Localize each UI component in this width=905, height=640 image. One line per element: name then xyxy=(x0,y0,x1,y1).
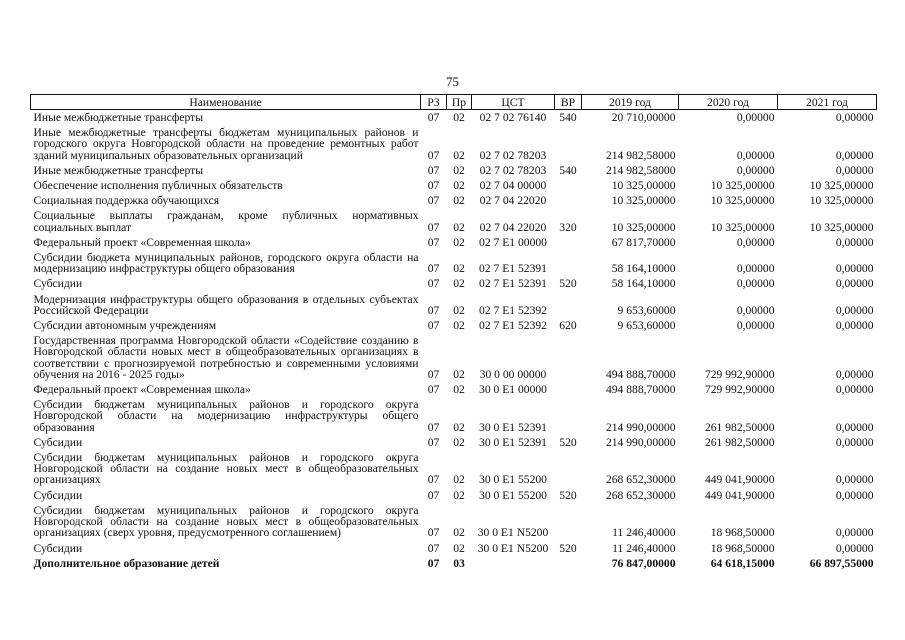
row-name: Иные межбюджетные трансферты бюджетам муниципальных районов и городского округа Новгородской области на проведение ремонтных работ зданий муниципальных образовательных организаций xyxy=(33,126,419,162)
row-amount-2020: 0,00000 xyxy=(736,277,775,291)
row-cst: 30 0 E1 52391 xyxy=(479,435,547,449)
row-rz: 07 xyxy=(427,179,440,193)
row-amount-2020: 0,00000 xyxy=(736,111,775,124)
row-name: Субсидии бюджетам муниципальных районов и городского округа Новгородской области на модернизацию инфраструктуры общего образования xyxy=(33,398,419,434)
row-pr: 02 xyxy=(453,179,465,193)
row-amount-2021: 10 325,00000 xyxy=(809,220,874,234)
row-amount-2020: 10 325,00000 xyxy=(710,179,775,193)
row-amount-2021: 0,00000 xyxy=(835,488,874,502)
row-vr xyxy=(555,556,582,571)
row-amount-2021: 0,00000 xyxy=(835,473,874,487)
row-amount-2021: 10 325,00000 xyxy=(809,179,874,193)
row-amount-2019: 268 652,30000 xyxy=(605,488,676,502)
table-row xyxy=(31,125,877,163)
row-rz: 07 xyxy=(427,277,440,291)
row-cst: 02 7 E1 52391 xyxy=(479,262,547,276)
row-amount-2020: 261 982,50000 xyxy=(704,420,775,434)
row-amount-2019: 214 982,58000 xyxy=(605,163,676,177)
row-cst: 30 0 E1 55200 xyxy=(479,488,547,502)
row-amount-2021: 0,00000 xyxy=(835,383,874,397)
row-rz: 07 xyxy=(427,163,440,177)
row-vr xyxy=(555,503,582,541)
row-amount-2019: 67 817,70000 xyxy=(611,235,676,249)
row-cst: 02 7 E1 52391 xyxy=(479,277,547,291)
row-cst: 02 7 02 76140 xyxy=(479,111,547,124)
row-pr: 02 xyxy=(453,111,465,124)
row-amount-2020: 0,00000 xyxy=(736,319,775,333)
row-amount-2019: 58 164,10000 xyxy=(611,262,676,276)
row-vr: 520 xyxy=(559,277,577,291)
row-amount-2020: 0,00000 xyxy=(736,235,775,249)
table-row xyxy=(31,250,877,276)
row-amount-2021: 0,00000 xyxy=(835,541,874,555)
row-amount-2020: 261 982,50000 xyxy=(704,435,775,449)
row-amount-2021: 0,00000 xyxy=(835,235,874,249)
row-amount-2019: 11 246,40000 xyxy=(612,541,676,555)
row-rz: 07 xyxy=(427,556,440,570)
row-vr xyxy=(555,333,582,382)
row-pr: 02 xyxy=(453,541,465,555)
row-name: Субсидии xyxy=(33,277,83,291)
row-rz: 07 xyxy=(427,111,440,124)
row-rz: 07 xyxy=(427,319,440,333)
row-amount-2021: 0,00000 xyxy=(835,435,874,449)
row-amount-2019: 10 325,00000 xyxy=(611,179,676,193)
table-row xyxy=(31,276,877,291)
row-pr: 02 xyxy=(453,277,465,291)
column-header-cst: ЦСТ xyxy=(472,95,555,110)
row-pr: 02 xyxy=(453,163,465,177)
row-amount-2019: 58 164,10000 xyxy=(611,277,676,291)
row-pr: 02 xyxy=(453,488,465,502)
row-amount-2019: 214 990,00000 xyxy=(605,420,676,434)
row-pr: 02 xyxy=(453,235,465,249)
row-rz: 07 xyxy=(427,303,440,317)
row-amount-2019: 494 888,70000 xyxy=(605,383,676,397)
row-name: Субсидии автономным учреждениям xyxy=(33,319,217,333)
column-header-2021: 2021 год xyxy=(778,95,877,110)
row-vr xyxy=(555,250,582,276)
row-amount-2019: 9 653,60000 xyxy=(617,303,676,317)
row-amount-2019: 214 982,58000 xyxy=(605,148,676,162)
row-pr: 02 xyxy=(453,367,465,381)
row-cst: 02 7 E1 52392 xyxy=(479,319,547,333)
table-body xyxy=(31,110,877,571)
row-amount-2019: 20 710,00000 xyxy=(611,111,676,124)
row-amount-2019: 268 652,30000 xyxy=(605,473,676,487)
row-amount-2019: 10 325,00000 xyxy=(611,194,676,208)
row-name: Субсидии xyxy=(33,541,83,555)
row-amount-2020: 449 041,90000 xyxy=(704,473,775,487)
row-rz: 07 xyxy=(427,420,440,434)
row-vr xyxy=(555,292,582,318)
row-cst: 02 7 E1 52392 xyxy=(479,303,547,317)
row-vr xyxy=(555,450,582,488)
row-amount-2021: 66 897,55000 xyxy=(809,556,874,570)
table-row xyxy=(31,382,877,397)
row-pr: 02 xyxy=(453,435,465,449)
row-pr: 02 xyxy=(453,303,465,317)
row-vr xyxy=(555,125,582,163)
row-pr: 02 xyxy=(453,526,465,540)
row-cst: 30 0 E1 55200 xyxy=(479,473,547,487)
page-number: 75 xyxy=(446,74,459,89)
table-row xyxy=(31,235,877,250)
row-pr: 02 xyxy=(453,420,465,434)
row-name: Государственная программа Новгородской области «Содействие созданию в Новгородской области новых мест в общеобразовательных организациях в соответствии с прогнозируемой потребностью и современными условиями обучения на 2016 - 2025 годы» xyxy=(33,334,419,381)
row-cst: 30 0 00 00000 xyxy=(479,367,547,381)
row-amount-2021: 0,00000 xyxy=(835,526,874,540)
row-name: Федеральный проект «Современная школа» xyxy=(33,235,251,249)
budget-table xyxy=(30,94,877,571)
row-vr: 540 xyxy=(559,111,577,124)
row-name: Социальные выплаты гражданам, кроме публичных нормативных социальных выплат xyxy=(33,209,419,234)
row-name: Субсидии бюджета муниципальных районов, городского округа области на модернизацию инфраструктуры общего образования xyxy=(33,251,419,276)
table-row xyxy=(31,556,877,571)
row-name: Социальная поддержка обучающихся xyxy=(33,194,220,208)
table-row xyxy=(31,193,877,208)
row-rz: 07 xyxy=(427,235,440,249)
table-row xyxy=(31,163,877,178)
row-vr xyxy=(555,235,582,250)
row-rz: 07 xyxy=(427,526,440,540)
row-vr xyxy=(555,397,582,435)
row-amount-2019: 11 246,40000 xyxy=(612,526,676,540)
table-row xyxy=(31,488,877,503)
row-pr: 02 xyxy=(453,220,465,234)
column-header-rz: РЗ xyxy=(421,95,447,110)
row-rz: 07 xyxy=(427,194,440,208)
row-pr: 02 xyxy=(453,319,465,333)
row-pr: 03 xyxy=(453,556,465,570)
row-amount-2020: 0,00000 xyxy=(736,262,775,276)
column-header-name: Наименование xyxy=(31,95,421,110)
row-rz: 07 xyxy=(427,383,440,397)
row-vr: 520 xyxy=(559,541,577,555)
row-cst: 30 0 E1 N5200 xyxy=(477,526,549,540)
column-header-2019: 2019 год xyxy=(582,95,679,110)
row-amount-2021: 0,00000 xyxy=(835,303,874,317)
table-row xyxy=(31,435,877,450)
column-header-2020: 2020 год xyxy=(679,95,778,110)
row-name: Федеральный проект «Современная школа» xyxy=(33,383,251,397)
row-cst: 02 7 04 22020 xyxy=(479,194,547,208)
table-row xyxy=(31,178,877,193)
row-cst xyxy=(472,556,555,571)
table-row xyxy=(31,208,877,234)
row-vr: 520 xyxy=(559,488,577,502)
row-pr: 02 xyxy=(453,148,465,162)
row-amount-2020: 10 325,00000 xyxy=(710,194,775,208)
row-pr: 02 xyxy=(453,262,465,276)
row-vr: 620 xyxy=(559,319,577,333)
row-amount-2021: 0,00000 xyxy=(835,277,874,291)
row-amount-2020: 0,00000 xyxy=(736,303,775,317)
row-cst: 30 0 E1 N5200 xyxy=(477,541,549,555)
row-name: Обеспечение исполнения публичных обязательств xyxy=(33,179,283,193)
row-rz: 07 xyxy=(427,435,440,449)
column-header-pr: Пр xyxy=(447,95,472,110)
row-cst: 02 7 02 78203 xyxy=(479,163,547,177)
row-cst: 02 7 04 22020 xyxy=(479,220,547,234)
row-amount-2020: 729 992,90000 xyxy=(704,367,775,381)
row-cst: 30 0 E1 52391 xyxy=(479,420,547,434)
row-amount-2020: 0,00000 xyxy=(736,163,775,177)
table-row xyxy=(31,292,877,318)
row-amount-2021: 0,00000 xyxy=(835,148,874,162)
row-amount-2019: 214 990,00000 xyxy=(605,435,676,449)
row-rz: 07 xyxy=(427,541,440,555)
row-amount-2021: 0,00000 xyxy=(835,163,874,177)
row-amount-2020: 18 968,50000 xyxy=(710,526,775,540)
row-pr: 02 xyxy=(453,473,465,487)
row-name: Субсидии xyxy=(33,435,83,449)
row-pr: 02 xyxy=(453,383,465,397)
row-pr: 02 xyxy=(453,194,465,208)
table-row xyxy=(31,397,877,435)
row-rz: 07 xyxy=(427,488,440,502)
row-amount-2021: 0,00000 xyxy=(835,367,874,381)
row-name: Субсидии бюджетам муниципальных районов и городского округа Новгородской области на создание новых мест в общеобразовательных организациях (сверх уровня, предусмотренного соглашением) xyxy=(33,503,419,540)
row-vr: 320 xyxy=(559,220,577,234)
table-row xyxy=(31,503,877,541)
table-header-row xyxy=(31,95,877,110)
column-header-vr: ВР xyxy=(555,95,582,110)
row-rz: 07 xyxy=(427,367,440,381)
row-name: Модернизация инфраструктуры общего образования в отдельных субъектах Российской Федерации xyxy=(33,292,419,317)
row-rz: 07 xyxy=(427,262,440,276)
table-row xyxy=(31,450,877,488)
row-rz: 07 xyxy=(427,473,440,487)
table-row xyxy=(31,110,877,126)
row-name: Иные межбюджетные трансферты xyxy=(33,163,204,177)
row-vr: 520 xyxy=(559,435,577,449)
row-amount-2021: 0,00000 xyxy=(835,420,874,434)
row-cst: 30 0 E1 00000 xyxy=(479,383,547,397)
table-row xyxy=(31,333,877,382)
row-amount-2021: 0,00000 xyxy=(835,262,874,276)
row-amount-2020: 0,00000 xyxy=(736,148,775,162)
row-amount-2020: 10 325,00000 xyxy=(710,220,775,234)
row-cst: 02 7 02 78203 xyxy=(479,148,547,162)
row-vr: 540 xyxy=(559,163,577,177)
row-rz: 07 xyxy=(427,220,440,234)
row-vr xyxy=(555,382,582,397)
row-amount-2019: 76 847,00000 xyxy=(611,556,676,570)
table-row xyxy=(31,541,877,556)
row-cst: 02 7 04 00000 xyxy=(479,179,547,193)
row-amount-2019: 9 653,60000 xyxy=(617,319,676,333)
row-vr xyxy=(555,178,582,193)
row-amount-2020: 729 992,90000 xyxy=(704,383,775,397)
row-amount-2021: 0,00000 xyxy=(835,319,874,333)
row-amount-2020: 18 968,50000 xyxy=(710,541,775,555)
row-name: Иные межбюджетные трансферты xyxy=(33,111,204,124)
table-row xyxy=(31,318,877,333)
row-cst: 02 7 E1 00000 xyxy=(479,235,547,249)
row-amount-2019: 494 888,70000 xyxy=(605,367,676,381)
row-name: Субсидии xyxy=(33,488,83,502)
row-amount-2021: 10 325,00000 xyxy=(809,194,874,208)
row-vr xyxy=(555,193,582,208)
row-name: Субсидии бюджетам муниципальных районов и городского округа Новгородской области на создание новых мест в общеобразовательных организациях xyxy=(33,451,419,487)
row-name: Дополнительное образование детей xyxy=(33,556,220,570)
row-amount-2021: 0,00000 xyxy=(835,111,874,124)
row-amount-2020: 64 618,15000 xyxy=(710,556,775,570)
row-amount-2020: 449 041,90000 xyxy=(704,488,775,502)
row-rz: 07 xyxy=(427,148,440,162)
row-amount-2019: 10 325,00000 xyxy=(611,220,676,234)
